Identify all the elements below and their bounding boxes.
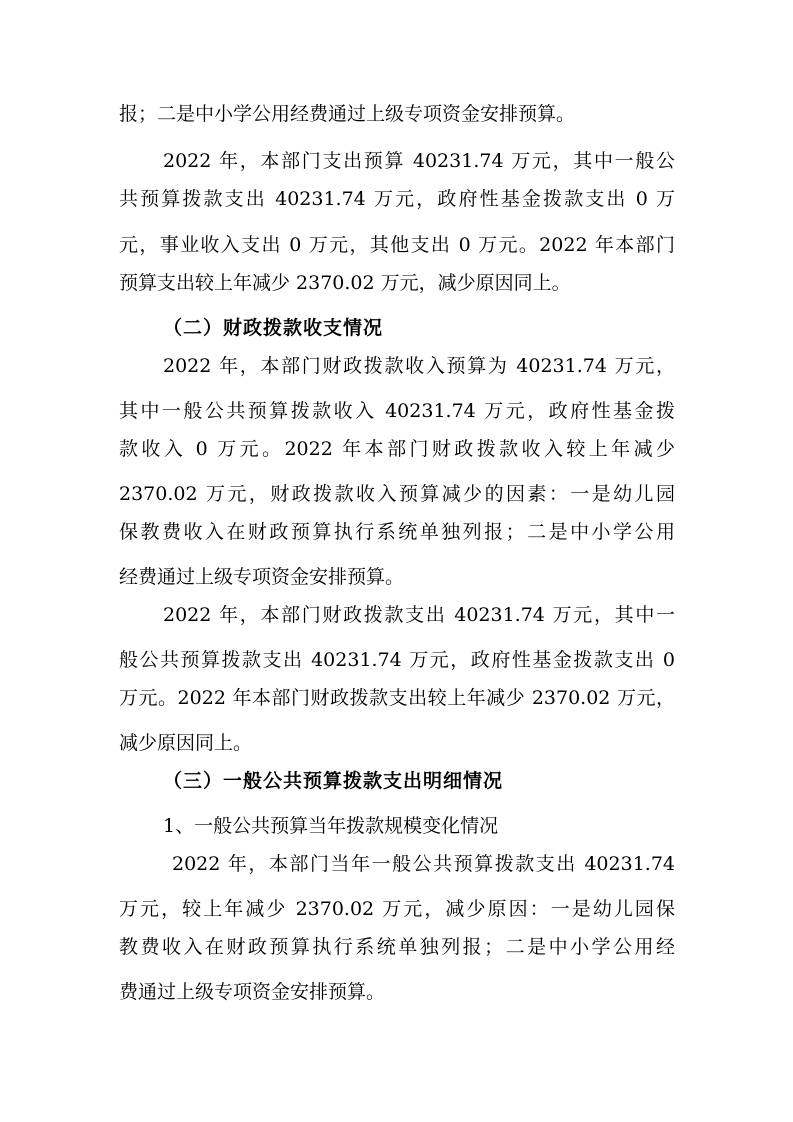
paragraph-line: 预算支出较上年减少 2370.02 万元，减少原因同上。 bbox=[119, 272, 571, 294]
section-heading: （二）财政拨款收支情况 bbox=[163, 317, 384, 339]
paragraph-line: 元，事业收入支出 0 万元，其他支出 0 万元。2022 年本部门 bbox=[119, 234, 675, 256]
paragraph-line: 教费收入在财政预算执行系统单独列报；二是中小学公用经 bbox=[119, 936, 675, 958]
paragraph-line: 万元，较上年减少 2370.02 万元，减少原因：一是幼儿园保 bbox=[119, 898, 675, 920]
section-heading: （三）一般公共预算拨款支出明细情况 bbox=[163, 770, 504, 792]
paragraph-line: 保教费收入在财政预算执行系统单独列报；二是中小学公用 bbox=[119, 521, 675, 543]
paragraph-line: 2022 年，本部门支出预算 40231.74 万元，其中一般公 bbox=[163, 150, 675, 172]
paragraph-line: 2370.02 万元，财政拨款收入预算减少的因素：一是幼儿园 bbox=[119, 483, 675, 505]
paragraph-line: 费通过上级专项资金安排预算。 bbox=[119, 981, 386, 1003]
paragraph-line: 万元。2022 年本部门财政拨款支出较上年减少 2370.02 万元， bbox=[119, 687, 675, 709]
paragraph-line: 2022 年，本部门当年一般公共预算拨款支出 40231.74 bbox=[172, 853, 675, 875]
paragraph-line: 其中一般公共预算拨款收入 40231.74 万元，政府性基金拨 bbox=[119, 400, 675, 422]
paragraph-line: 减少原因同上。 bbox=[119, 732, 253, 754]
paragraph-line: 共预算拨款支出 40231.74 万元，政府性基金拨款支出 0 万 bbox=[119, 188, 675, 210]
paragraph-line: 2022 年，本部门财政拨款收入预算为 40231.74 万元， bbox=[163, 355, 675, 377]
paragraph-line: 经费通过上级专项资金安排预算。 bbox=[119, 566, 405, 588]
paragraph-line: 报；二是中小学公用经费通过上级专项资金安排预算。 bbox=[119, 103, 576, 125]
paragraph-line: 2022 年，本部门财政拨款支出 40231.74 万元，其中一 bbox=[163, 604, 675, 626]
paragraph-line: 般公共预算拨款支出 40231.74 万元，政府性基金拨款支出 0 bbox=[119, 649, 675, 671]
paragraph-line: 款收入 0 万元。2022 年本部门财政拨款收入较上年减少 bbox=[119, 438, 675, 460]
subsection-heading: 1、一般公共预算当年拨款规模变化情况 bbox=[163, 815, 499, 837]
